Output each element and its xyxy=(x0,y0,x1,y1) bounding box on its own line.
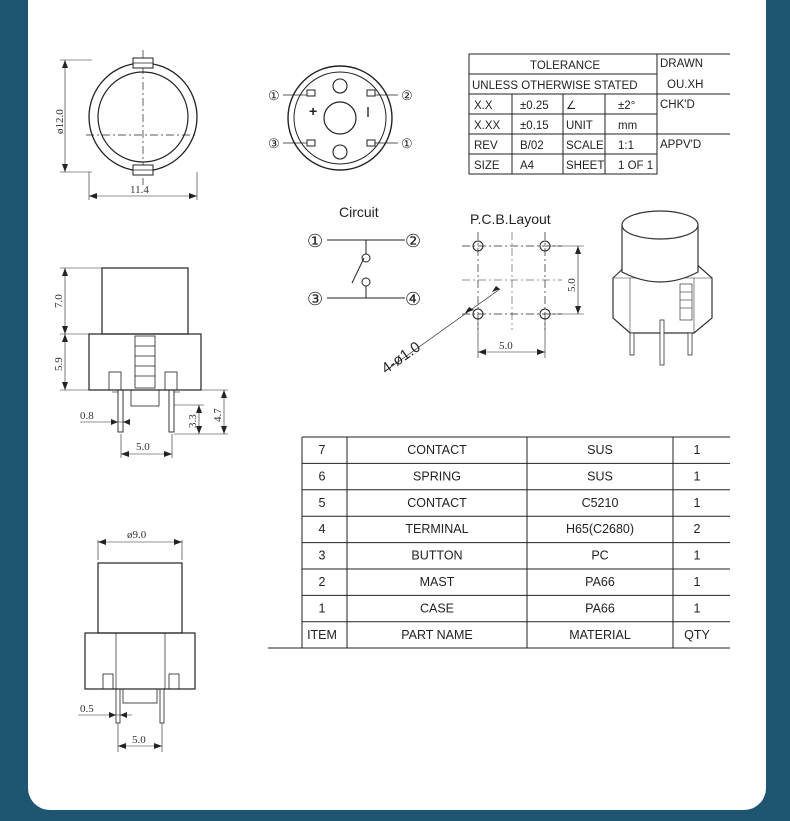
bom-cell-qty: 1 xyxy=(693,469,701,484)
bom-header-name: PART NAME xyxy=(401,627,473,642)
bom-cell-item: 7 xyxy=(318,443,326,457)
bom-cell-item: 3 xyxy=(318,548,326,563)
tolerance-cell: A4 xyxy=(520,160,535,172)
bom-cell-qty: 2 xyxy=(693,522,701,537)
tolerance-cell: ∠ xyxy=(566,100,577,112)
side-height-body: 5.9 xyxy=(53,357,65,371)
bom-table xyxy=(268,437,730,648)
tolerance-cell: 1:1 xyxy=(618,140,634,152)
pcb-v-dim: 5.0 xyxy=(566,278,578,292)
top-width-label: 11.4 xyxy=(130,184,149,196)
bom-cell-item: 4 xyxy=(318,522,326,537)
circuit-node-4: ④ xyxy=(405,289,422,309)
pin-length: 3.3 xyxy=(187,414,199,428)
bom-cell-material: PA66 xyxy=(585,575,615,589)
bom-cell-qty: 1 xyxy=(693,548,701,563)
pin-width: 0.8 xyxy=(80,410,94,422)
tolerance-cell: B/02 xyxy=(520,140,544,152)
iso-view xyxy=(613,211,712,365)
tolerance-cell: ±2° xyxy=(618,100,636,112)
bom-cell-material: SUS xyxy=(587,443,613,457)
unless-text: UNLESS OTHERWISE STATED xyxy=(472,80,638,92)
bom-cell-item: 6 xyxy=(318,469,326,484)
tolerance-cell: SHEET xyxy=(566,160,605,172)
tolerance-cell: ±0.25 xyxy=(520,100,549,112)
bom-cell-qty: 1 xyxy=(693,575,701,589)
top-view xyxy=(54,50,197,200)
tolerance-heading: TOLERANCE xyxy=(530,60,601,72)
pin-label-1a: ① xyxy=(268,88,280,103)
circuit-node-3: ③ xyxy=(307,289,324,309)
tolerance-cell: 1 OF 1 xyxy=(618,160,654,172)
bom-cell-name: CASE xyxy=(419,601,455,616)
tolerance-cell: SCALE xyxy=(566,140,604,152)
pin-label-2: ② xyxy=(401,88,413,103)
circuit-diagram xyxy=(307,204,421,309)
tolerance-cell: X.XX xyxy=(474,120,501,132)
bom-cell-name: MAST xyxy=(419,575,455,589)
circuit-node-2: ② xyxy=(405,231,422,251)
top-dia-label: ø12.0 xyxy=(54,109,66,134)
bom-cell-name: CONTACT xyxy=(407,443,467,457)
pin-label-1b: ① xyxy=(401,136,413,151)
bom-cell-item: 5 xyxy=(318,495,326,510)
bom-header-material: MATERIAL xyxy=(569,627,631,642)
front-pin-width: 0.5 xyxy=(80,703,94,715)
bom-cell-item: 1 xyxy=(318,601,326,616)
bom-cell-name: CONTACT xyxy=(407,495,467,510)
side-view xyxy=(53,268,228,458)
drawn-value: OU.XH xyxy=(667,79,704,91)
tolerance-cell: UNIT xyxy=(566,120,593,132)
bom-header-item: ITEM xyxy=(307,627,337,642)
bom-cell-name: SPRING xyxy=(413,469,461,484)
title-block xyxy=(469,54,730,174)
front-pitch: 5.0 xyxy=(132,734,146,746)
side-height-top: 7.0 xyxy=(53,294,65,308)
pin-view xyxy=(268,66,413,170)
tolerance-cell: ±0.15 xyxy=(520,120,549,132)
pcb-h-dim: 5.0 xyxy=(499,340,513,352)
bom-cell-name: TERMINAL xyxy=(405,522,469,537)
side-pitch: 5.0 xyxy=(136,441,150,453)
bom-cell-qty: 1 xyxy=(693,443,701,457)
drawn-label: DRAWN xyxy=(660,58,704,70)
front-dia: ø9.0 xyxy=(127,529,147,541)
bom-cell-material: H65(C2680) xyxy=(565,522,635,537)
tolerance-cell: X.X xyxy=(474,100,493,112)
bom-cell-material: PC xyxy=(591,548,609,563)
tolerance-cell: SIZE xyxy=(474,160,500,172)
bom-cell-qty: 1 xyxy=(693,495,701,510)
polarity-plus: + xyxy=(309,103,318,119)
bom-header-qty: QTY xyxy=(684,627,710,642)
front-view xyxy=(78,529,195,752)
circuit-node-1: ① xyxy=(307,231,324,251)
bom-cell-name: BUTTON xyxy=(411,548,463,563)
pin-total-length: 4.7 xyxy=(212,408,224,422)
tolerance-cell: REV xyxy=(474,140,498,152)
bom-cell-item: 2 xyxy=(318,575,326,589)
chkd-label: CHK'D xyxy=(660,99,695,111)
appvd-label: APPV'D xyxy=(660,139,702,151)
bom-cell-material: SUS xyxy=(587,469,613,484)
pcb-title: P.C.B.Layout xyxy=(470,211,551,227)
tolerance-cell: mm xyxy=(618,120,638,132)
bom-cell-material: PA66 xyxy=(585,601,615,616)
bom-cell-material: C5210 xyxy=(581,495,619,510)
pin-label-3: ③ xyxy=(268,136,280,151)
pcb-hole-spec: 4-ø1.0 xyxy=(378,338,424,378)
circuit-title: Circuit xyxy=(339,204,379,220)
bom-cell-qty: 1 xyxy=(693,601,701,616)
